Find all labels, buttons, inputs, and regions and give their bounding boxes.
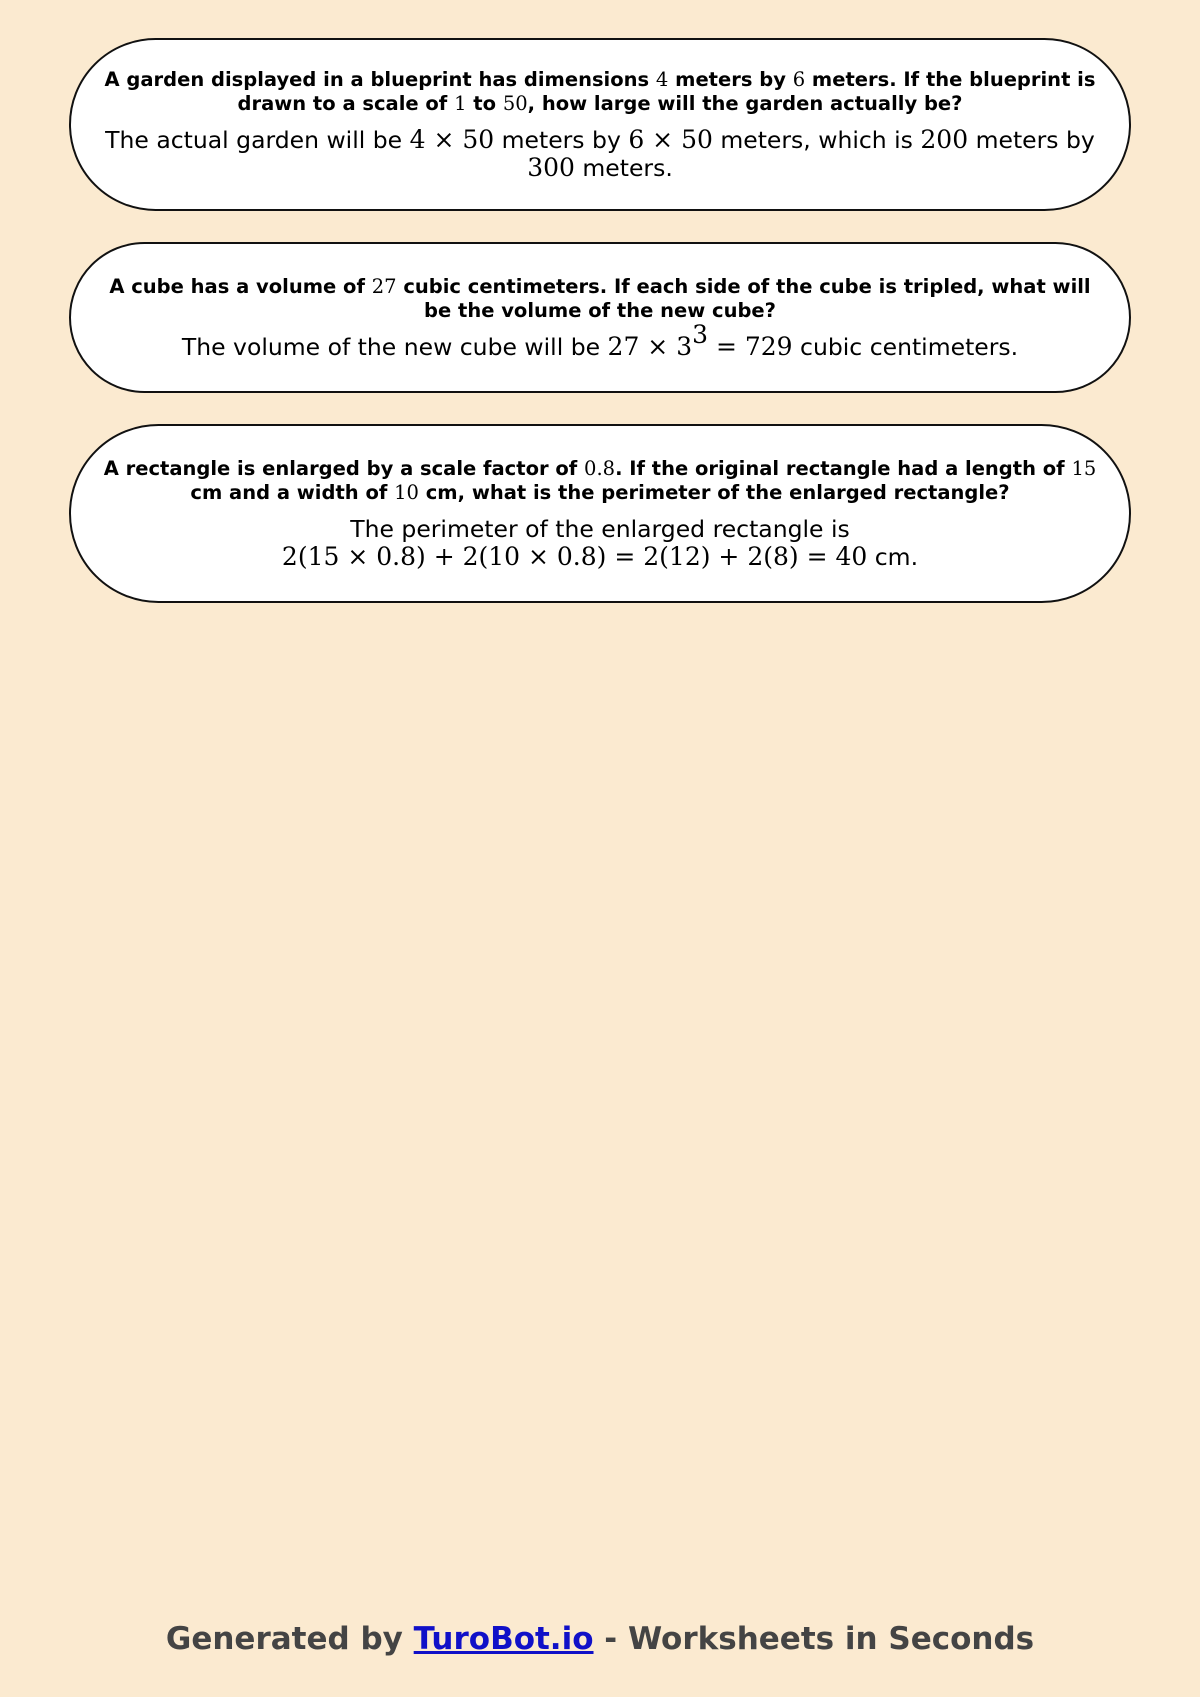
footer-suffix: - Worksheets in Seconds <box>593 1621 1035 1657</box>
turobot-link[interactable]: TuroBot.io <box>413 1621 594 1657</box>
problem-card-2 <box>69 242 1131 393</box>
answer-text: The perimeter of the enlarged rectangle is 2(15 × 0.8) + 2(10 × 0.8) = 2(12) + 2(8) = 40 cm. <box>281 514 919 571</box>
problem-card-1 <box>69 38 1131 211</box>
question-text: A rectangle is enlarged by a scale factor of 0.8. If the original rectangle had a length of 15 cm and a width of 10 cm, what is the perimeter of the enlarged rectangle? <box>103 456 1097 504</box>
footer <box>0 1620 1200 1658</box>
answer-text: The volume of the new cube will be $27 \times 3^3 = 729$ cubic centimeters. <box>181 320 1019 361</box>
question-text: A garden displayed in a blueprint has dimensions 4 meters by 6 meters. If the blueprint is drawn to a scale of 1 to 50, how large will the garden actually be? <box>104 67 1096 115</box>
answer-text: The actual garden will be 4 × 50 meters by 6 × 50 meters, which is 200 meters by 300 meters. <box>105 124 1095 182</box>
question-text: A cube has a volume of 27 cubic centimeters. If each side of the cube is tripled, what will be the volume of the new cube? <box>109 274 1091 322</box>
footer-prefix: Generated by <box>165 1621 414 1657</box>
problem-card-3 <box>69 424 1131 603</box>
